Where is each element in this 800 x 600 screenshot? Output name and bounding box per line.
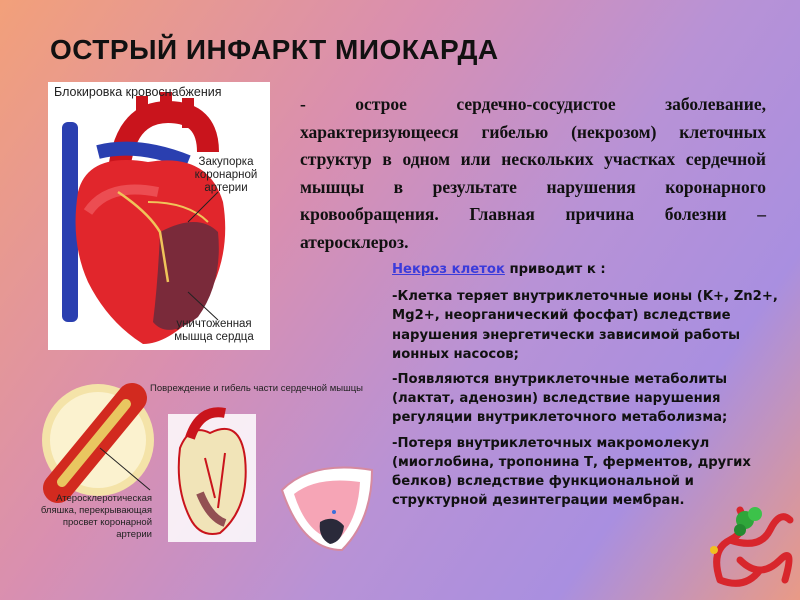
necrosis-intro [392, 260, 787, 279]
artery-label-damage: Повреждение и гибель части сердечной мышцы [150, 383, 363, 394]
slide-title: ОСТРЫЙ ИНФАРКТ МИОКАРДА [50, 34, 499, 65]
heart-drawing [48, 82, 270, 350]
heart-label-damage: уничтоженная мышца сердца [174, 318, 254, 343]
necrosis-point-3: -Потеря внутриклеточных макромолекул (миоглобина, тропонина Т, ферментов, других белков) вследствие функциональной и структурной дезинтеграции мембран. [392, 435, 751, 509]
necrosis-block [392, 260, 787, 516]
necrosis-point-1: -Клетка теряет внутриклеточные ионы (K+, Zn2+, Mg2+, неорганический фосфат) вследствие нарушения энергетически зависимой работы ионных насосов; [392, 289, 778, 362]
heart-label-top: Блокировка кровоснабжения [54, 85, 222, 99]
necrosis-intro-rest: приводит к : [504, 262, 606, 277]
artery-label-plaque: Атеросклеротическая бляшка, перекрывающая просвет коронарной артерии [40, 493, 152, 540]
necrosis-point-2: -Появляются внутриклеточные метаболиты (лактат, аденозин) вследствие нарушения регуляции внутриклеточного метаболизма; [392, 372, 728, 426]
definition-text: - острое сердечно-сосудистое заболевание, характеризующееся гибелью (некрозом) клеточных структур в одном или нескольких участках сердечной мышцы в результате нарушения коронарного кровообращения. Главная причина болезни – атеросклероз. [300, 94, 766, 252]
heart-illustration [48, 82, 270, 350]
protein-molecule-illustration [700, 490, 800, 600]
necrosis-link[interactable]: Некроз клеток [392, 262, 505, 277]
heart-label-occlusion: Закупорка коронарной артерии [194, 156, 258, 194]
vessel-section-illustration [272, 450, 382, 560]
